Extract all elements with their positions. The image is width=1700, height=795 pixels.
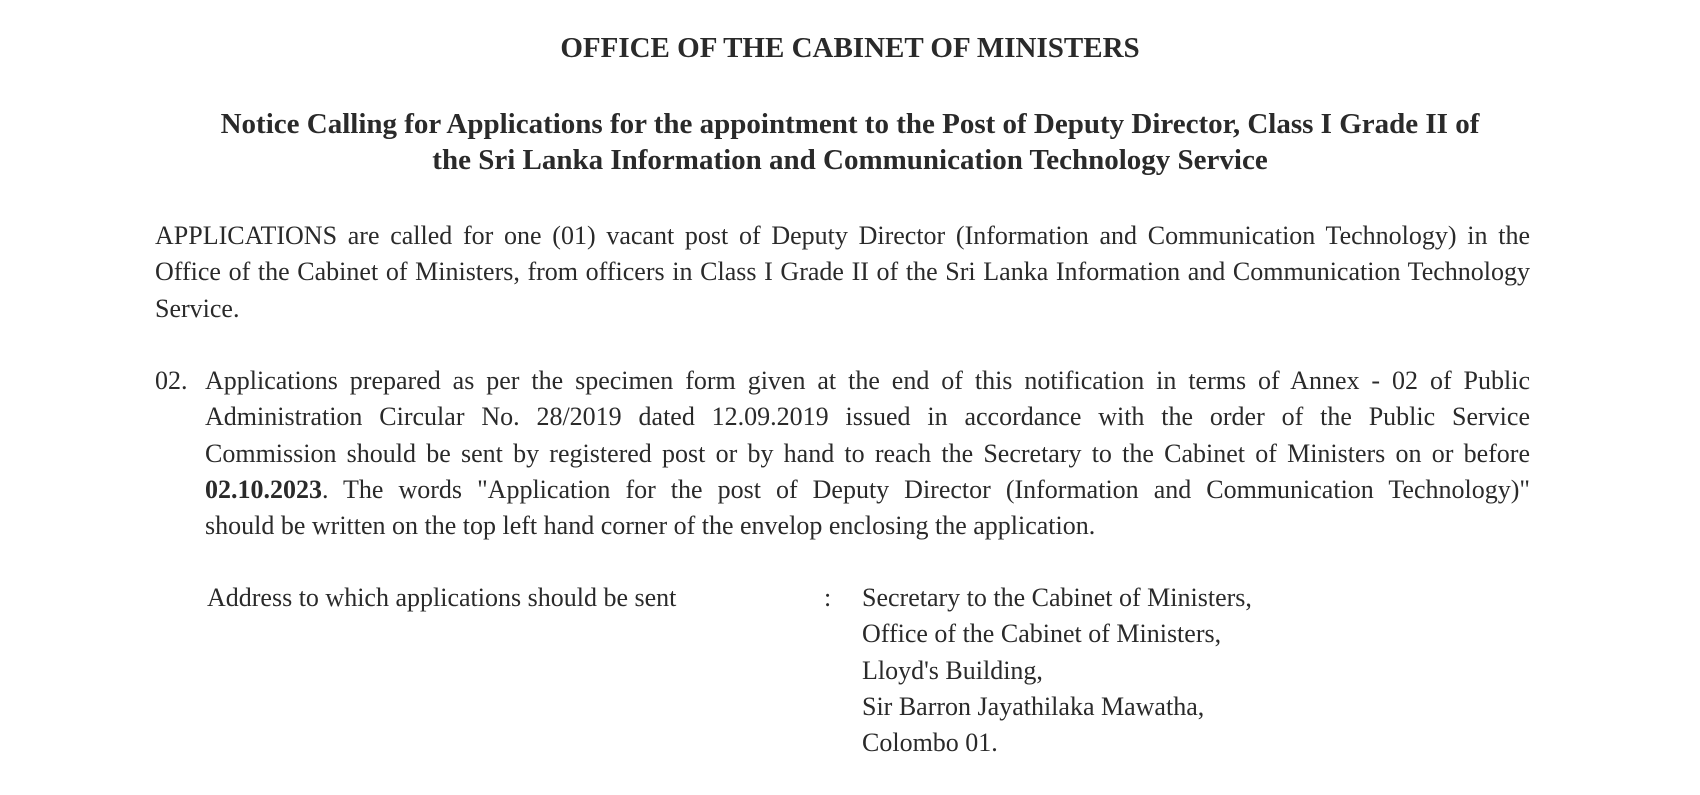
closing-date: 02.10.2023 bbox=[205, 474, 322, 504]
office-title: OFFICE OF THE CABINET OF MINISTERS bbox=[560, 32, 1140, 64]
notice-title-line-2: the Sri Lanka Information and Communication Technology Service bbox=[432, 144, 1268, 176]
address-line: Colombo 01. bbox=[862, 728, 998, 758]
address-lines bbox=[862, 580, 1252, 761]
notice-title-line-1: Notice Calling for Applications for the appointment to the Post of Deputy Director, Class I Grade II of bbox=[220, 108, 1480, 140]
address-label: Address to which applications should be sent bbox=[207, 583, 677, 612]
paragraph-2-number: 02. bbox=[155, 366, 188, 395]
paragraph-1: APPLICATIONS are called for one (01) vacant post of Deputy Director (Information and Communication Technology) in the Office of the Cabinet of Ministers, from officers in Class I Grade II of the Sri Lanka Information and Communication Technology Service. bbox=[155, 221, 1530, 323]
address-line: Sir Barron Jayathilaka Mawatha, bbox=[862, 691, 1205, 721]
address-line: Lloyd's Building, bbox=[862, 655, 1043, 685]
address-line: Secretary to the Cabinet of Ministers, bbox=[862, 583, 1252, 612]
address-colon: : bbox=[824, 583, 832, 612]
notice-title bbox=[150, 106, 1550, 178]
paragraph-2-line-4 bbox=[205, 472, 1530, 508]
paragraph-2-body bbox=[205, 363, 1530, 544]
paragraph-2-line-2: Administration Circular No. 28/2019 dated 12.09.2019 issued in accordance with the order of the Public Service bbox=[205, 402, 1530, 432]
paragraph-2-line-1: Applications prepared as per the specimen form given at the end of this notification in terms of Annex - 02 of Public bbox=[205, 366, 1530, 395]
paragraph-2-line-5: should be written on the top left hand corner of the envelop enclosing the application. bbox=[205, 511, 1096, 541]
address-line: Office of the Cabinet of Ministers, bbox=[862, 619, 1222, 649]
paragraph-2-line-4-text: . The words "Application for the post of Deputy Director (Information and Communication Technology)" bbox=[322, 474, 1530, 504]
paragraph-2-line-3: Commission should be sent by registered post or by hand to reach the Secretary to the Cabinet of Ministers on or before bbox=[205, 438, 1530, 468]
